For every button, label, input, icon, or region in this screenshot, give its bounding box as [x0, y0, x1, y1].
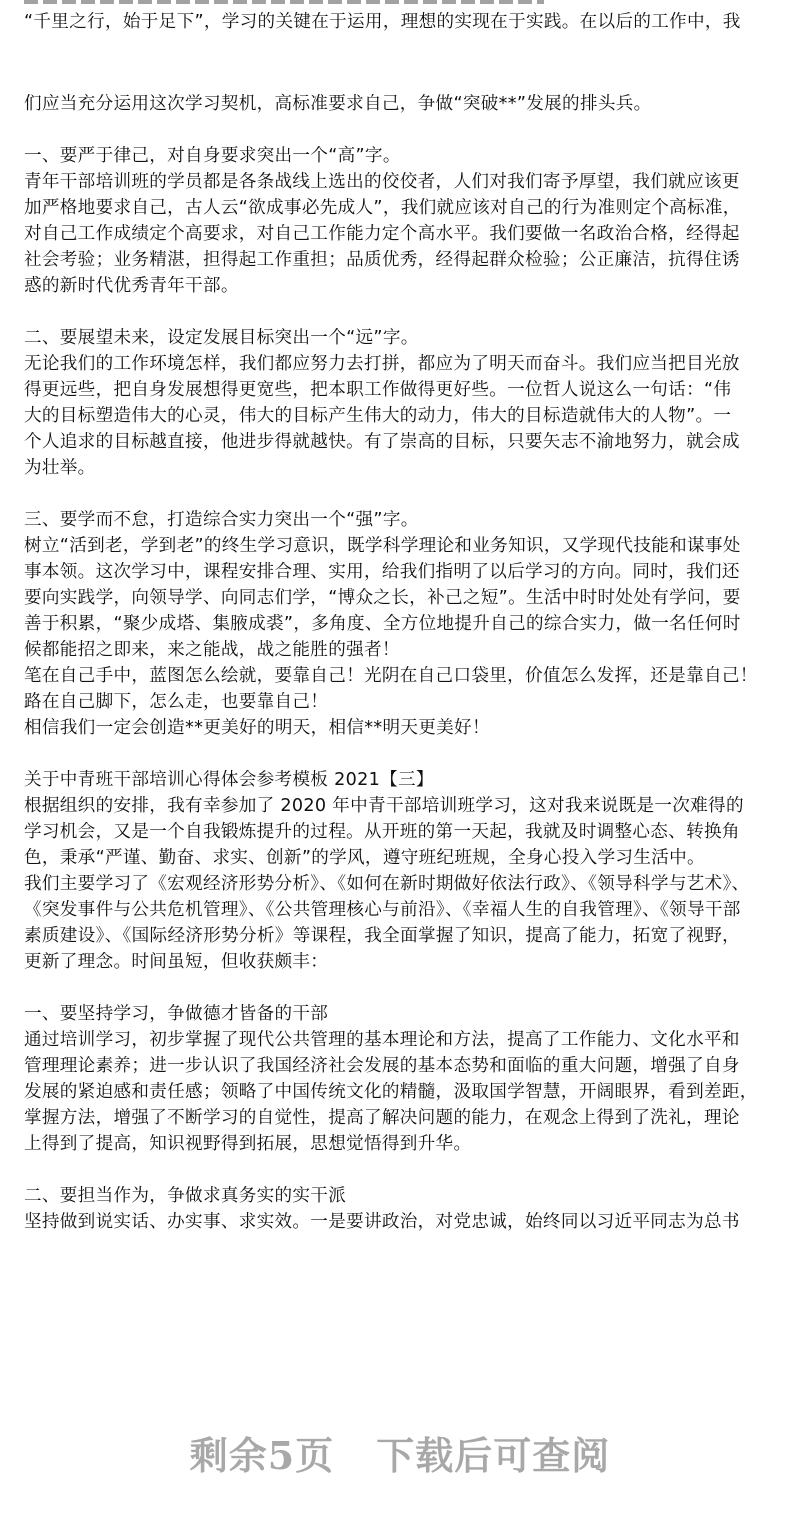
text-line: 个人追求的目标越直接，他进步得就越快。有了崇高的目标，只要矢志不渝地努力，就会成	[24, 432, 740, 452]
text-line: 为壮举。	[24, 458, 96, 478]
text-line: 笔在自己手中，蓝图怎么绘就，要靠自己！光阴在自己口袋里，价值怎么发挥，还是靠自己！	[24, 666, 758, 686]
text-line: 掌握方法，增强了不断学习的自觉性，提高了解决问题的能力，在观念上得到了洗礼，理论	[24, 1108, 740, 1128]
text-line: 更新了理念。时间虽短，但收获颇丰：	[24, 952, 329, 972]
text-line: 关于中青班干部培训心得体会参考模板 2021【三】	[24, 770, 434, 790]
text-line: 一、要严于律己，对自身要求突出一个“高”字。	[24, 146, 401, 166]
text-line: 二、要担当作为，争做求真务实的实干派	[24, 1186, 347, 1206]
text-line: 对自己工作成绩定个高要求，对自己工作能力定个高水平。我们要做一名政治合格，经得起	[24, 224, 740, 244]
text-line: 三、要学而不怠，打造综合实力突出一个“强”字。	[24, 510, 419, 530]
text-line: 学习机会，又是一个自我锻炼提升的过程。从开班的第一天起，我就及时调整心态、转换角	[24, 822, 740, 842]
text-line: 社会考验；业务精湛，担得起工作重担；品质优秀，经得起群众检验；公正廉洁，抗得住诱	[24, 250, 740, 270]
text-line: 《突发事件与公共危机管理》、《公共管理核心与前沿》、《幸福人生的自我管理》、《领导干部	[24, 900, 741, 920]
text-line: 通过培训学习，初步掌握了现代公共管理的基本理论和方法，提高了工作能力、文化水平和	[24, 1030, 740, 1050]
text-line: 青年干部培训班的学员都是各条战线上选出的佼佼者，人们对我们寄予厚望，我们就应该更	[24, 172, 740, 192]
remaining-pages-label: 剩余5页	[189, 1433, 335, 1478]
text-line: 发展的紧迫感和责任感；领略了中国传统文化的精髓，汲取国学智慧，开阔眼界，看到差距，	[24, 1082, 758, 1102]
text-line: 一、要坚持学习，争做德才皆备的干部	[24, 1004, 329, 1024]
text-line: 上得到了提高，知识视野得到拓展，思想觉悟得到升华。	[24, 1134, 472, 1154]
text-line: 事本领。这次学习中，课程安排合理、实用，给我们指明了以后学习的方向。同时，我们还	[24, 562, 740, 582]
download-prompt[interactable]	[0, 1425, 800, 1480]
text-line: 我们主要学习了《宏观经济形势分析》、《如何在新时期做好依法行政》、《领导科学与艺术》、	[24, 874, 750, 894]
text-line: “千里之行，始于足下”，学习的关键在于运用，理想的实现在于实践。在以后的工作中，我	[24, 12, 741, 32]
text-line: 坚持做到说实话、办实事、求实效。一是要讲政治，对党忠诚，始终同以习近平同志为总书	[24, 1212, 740, 1232]
text-line: 素质建设》、《国际经济形势分析》等课程，我全面掌握了知识，提高了能力，拓宽了视野，	[24, 926, 741, 946]
text-line: 色，秉承“严谨、勤奋、求实、创新”的学风，遵守班纪班规，全身心投入学习生活中。	[24, 848, 705, 868]
text-line: 树立“活到老，学到老”的终生学习意识，既学科学理论和业务知识，又学现代技能和谋事处	[24, 536, 741, 556]
text-line: 相信我们一定会创造**更美好的明天，相信**明天更美好！	[24, 718, 490, 738]
text-line: 根据组织的安排，我有幸参加了 2020 年中青干部培训班学习，这对我来说既是一次难得的	[24, 796, 744, 816]
text-line: 二、要展望未来，设定发展目标突出一个“远”字。	[24, 328, 419, 348]
text-line: 大的目标塑造伟大的心灵，伟大的目标产生伟大的动力，伟大的目标造就伟大的人物”。一	[24, 406, 732, 426]
download-to-view-label[interactable]: 下载后可查阅	[376, 1433, 611, 1478]
text-line: 们应当充分运用这次学习契机，高标准要求自己，争做“突破**”发展的排头兵。	[24, 94, 652, 114]
text-line: 要向实践学，向领导学、向同志们学，“博众之长，补己之短”。生活中时时处处有学问，要	[24, 588, 741, 608]
text-line: 惑的新时代优秀青年干部。	[24, 276, 239, 296]
text-line: 候都能招之即来，来之能战，战之能胜的强者！	[24, 640, 400, 660]
text-line: 路在自己脚下，怎么走，也要靠自己！	[24, 692, 329, 712]
text-line: 善于积累，“聚少成塔、集腋成裘”，多角度、全方位地提升自己的综合实力，做一名任何时	[24, 614, 741, 634]
text-line: 无论我们的工作环境怎样，我们都应努力去打拼，都应为了明天而奋斗。我们应当把目光放	[24, 354, 740, 374]
text-line: 管理理论素养；进一步认识了我国经济社会发展的基本态势和面临的重大问题，增强了自身	[24, 1056, 740, 1076]
text-line: 加严格地要求自己，古人云“欲成事必先成人”，我们就应该对自己的行为准则定个高标准，	[24, 198, 741, 218]
text-line: 得更远些，把自身发展想得更宽些，把本职工作做得更好些。一位哲人说这么一句话：“伟	[24, 380, 732, 400]
clipped-top-line	[24, 0, 544, 4]
